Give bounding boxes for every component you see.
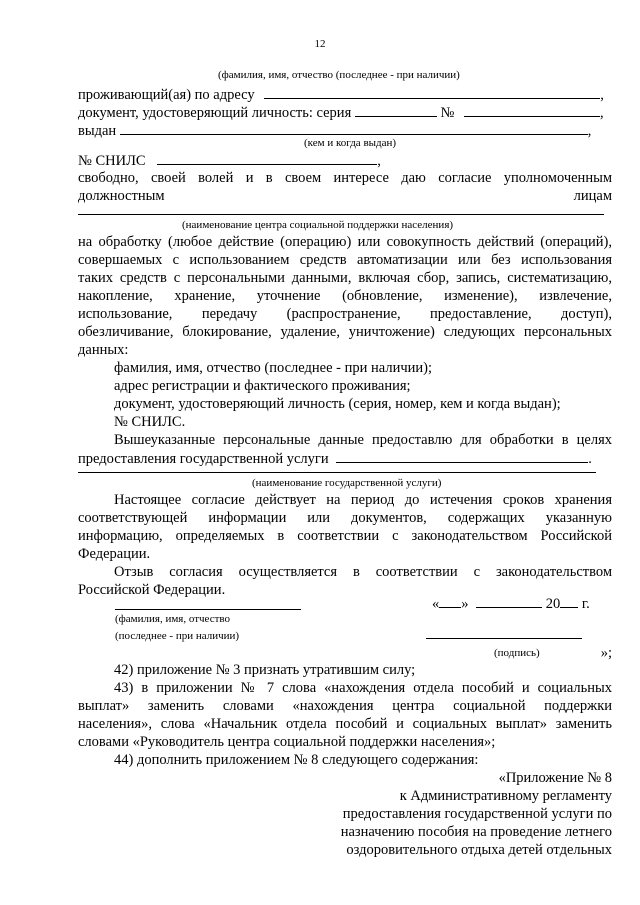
processing-line: обезличивание, блокирование, удаление, уничтожение) следующих персональных [78,324,612,340]
service-name-field-2[interactable] [78,472,596,473]
signature-caption: (подпись) [494,647,540,659]
amendment-42: 42) приложение № 3 признать утратившим силу; [114,662,416,678]
document-number-field[interactable] [464,103,600,117]
appendix-header-line: к Административному регламенту [399,788,612,804]
document-line: документ, удостоверяющий личность: серия № , [78,105,604,121]
consent-line-2-right: лицам [573,188,612,204]
validity-line: информацию, определяемых в соответствии с законодательством Российской [78,528,612,544]
address-field[interactable] [264,85,600,99]
processing-line: таких средств с персональными данными, включая сбор, запись, систематизацию, [78,270,612,286]
signature-end: »; [600,645,612,661]
appendix-header-line: назначению пособия на проведение летнего [340,824,612,840]
processing-line: данных: [78,342,129,358]
appendix-header-line: предоставления государственной услуги по [342,806,612,822]
address-line: проживающий(ая) по адресу , [78,87,604,103]
appendix-header-line: оздоровительного отдыха детей отдельных [346,842,612,858]
issued-line: выдан , [78,123,592,139]
amendment-43-line: словами «Руководитель центра социальной поддержки населения»; [78,734,496,750]
purpose-line-1: Вышеуказанные персональные данные предоставлю для обработки в целях [114,432,612,448]
validity-line: Настоящее согласие действует на период до истечения сроков хранения [114,492,612,508]
date-quote-open: « [432,596,440,612]
year-field[interactable] [560,594,578,608]
processing-line: использование, передачу (распространение, предоставление, доступ), [78,306,612,322]
year-prefix: 20 [545,596,561,612]
signature-field[interactable] [426,638,582,639]
page-number: 12 [314,38,326,50]
revoke-line: Отзыв согласия осуществляется в соответствии с законодательством [114,564,612,580]
amendment-44: 44) дополнить приложением № 8 следующего содержания: [114,752,479,768]
date-quote-close: » [461,596,469,612]
snils-label: № СНИЛС [78,153,146,169]
data-item: адрес регистрации и фактического проживания; [114,378,411,394]
document-series-field[interactable] [355,103,437,117]
issued-caption: (кем и когда выдан) [304,137,397,149]
amendment-43-line: выплат» заменить словами «нахождения центра социальной поддержки [78,698,612,714]
date-field [432,594,622,613]
data-item: фамилия, имя, отчество (последнее - при наличии); [114,360,433,376]
issued-label: выдан [78,123,117,139]
snils-line: № СНИЛС , [78,153,381,169]
document-series-label: документ, удостоверяющий личность: серия [78,105,352,121]
data-item: № СНИЛС. [114,414,186,430]
appendix-header-line: «Приложение № 8 [498,770,612,786]
center-name-field[interactable] [78,214,604,215]
issued-field[interactable] [120,121,588,135]
center-caption: (наименование центра социальной поддержки населения) [182,219,454,231]
consent-line-2 [78,187,612,205]
day-field[interactable] [439,594,461,608]
address-label: проживающий(ая) по адресу [78,87,255,103]
year-suffix: г. [581,596,590,612]
fio-sign-caption-1: (фамилия, имя, отчество [115,613,231,625]
consent-line-2-left: должностным [78,188,165,204]
fio-signature-field[interactable] [115,609,301,610]
processing-line: совершаемых с использованием средств автоматизации или без использования [78,252,612,268]
revoke-line: Российской Федерации. [78,582,226,598]
data-item: документ, удостоверяющий личность (серия, номер, кем и когда выдан); [114,396,561,412]
fio-sign-caption-2: (последнее - при наличии) [115,630,240,642]
purpose-label: предоставления государственной услуги [78,451,329,467]
purpose-line-2: предоставления государственной услуги . [78,451,592,467]
document-number-label: № [440,105,455,121]
amendment-43-line: 43) в приложении № 7 слова «нахождения отдела пособий и социальных [114,680,612,696]
validity-line: соответствующей информации или документов, содержащих указанную [78,510,612,526]
amendment-43-line: населения», слова «Начальник отдела пособий и социальных выплат» заменить [78,716,612,732]
processing-line: накопление, хранение, уточнение (обновление, изменение), извлечение, [78,288,612,304]
month-field[interactable] [476,594,542,608]
service-name-field[interactable] [336,449,588,463]
consent-line-1: свободно, своей волей и в своем интересе даю согласие уполномоченным [78,170,612,186]
processing-line: на обработку (любое действие (операцию) или совокупность действий (операций), [78,234,612,250]
fio-caption: (фамилия, имя, отчество (последнее - при наличии) [218,69,460,81]
service-caption: (наименование государственной услуги) [252,477,442,489]
snils-field[interactable] [157,151,377,165]
validity-line: Федерации. [78,546,151,562]
